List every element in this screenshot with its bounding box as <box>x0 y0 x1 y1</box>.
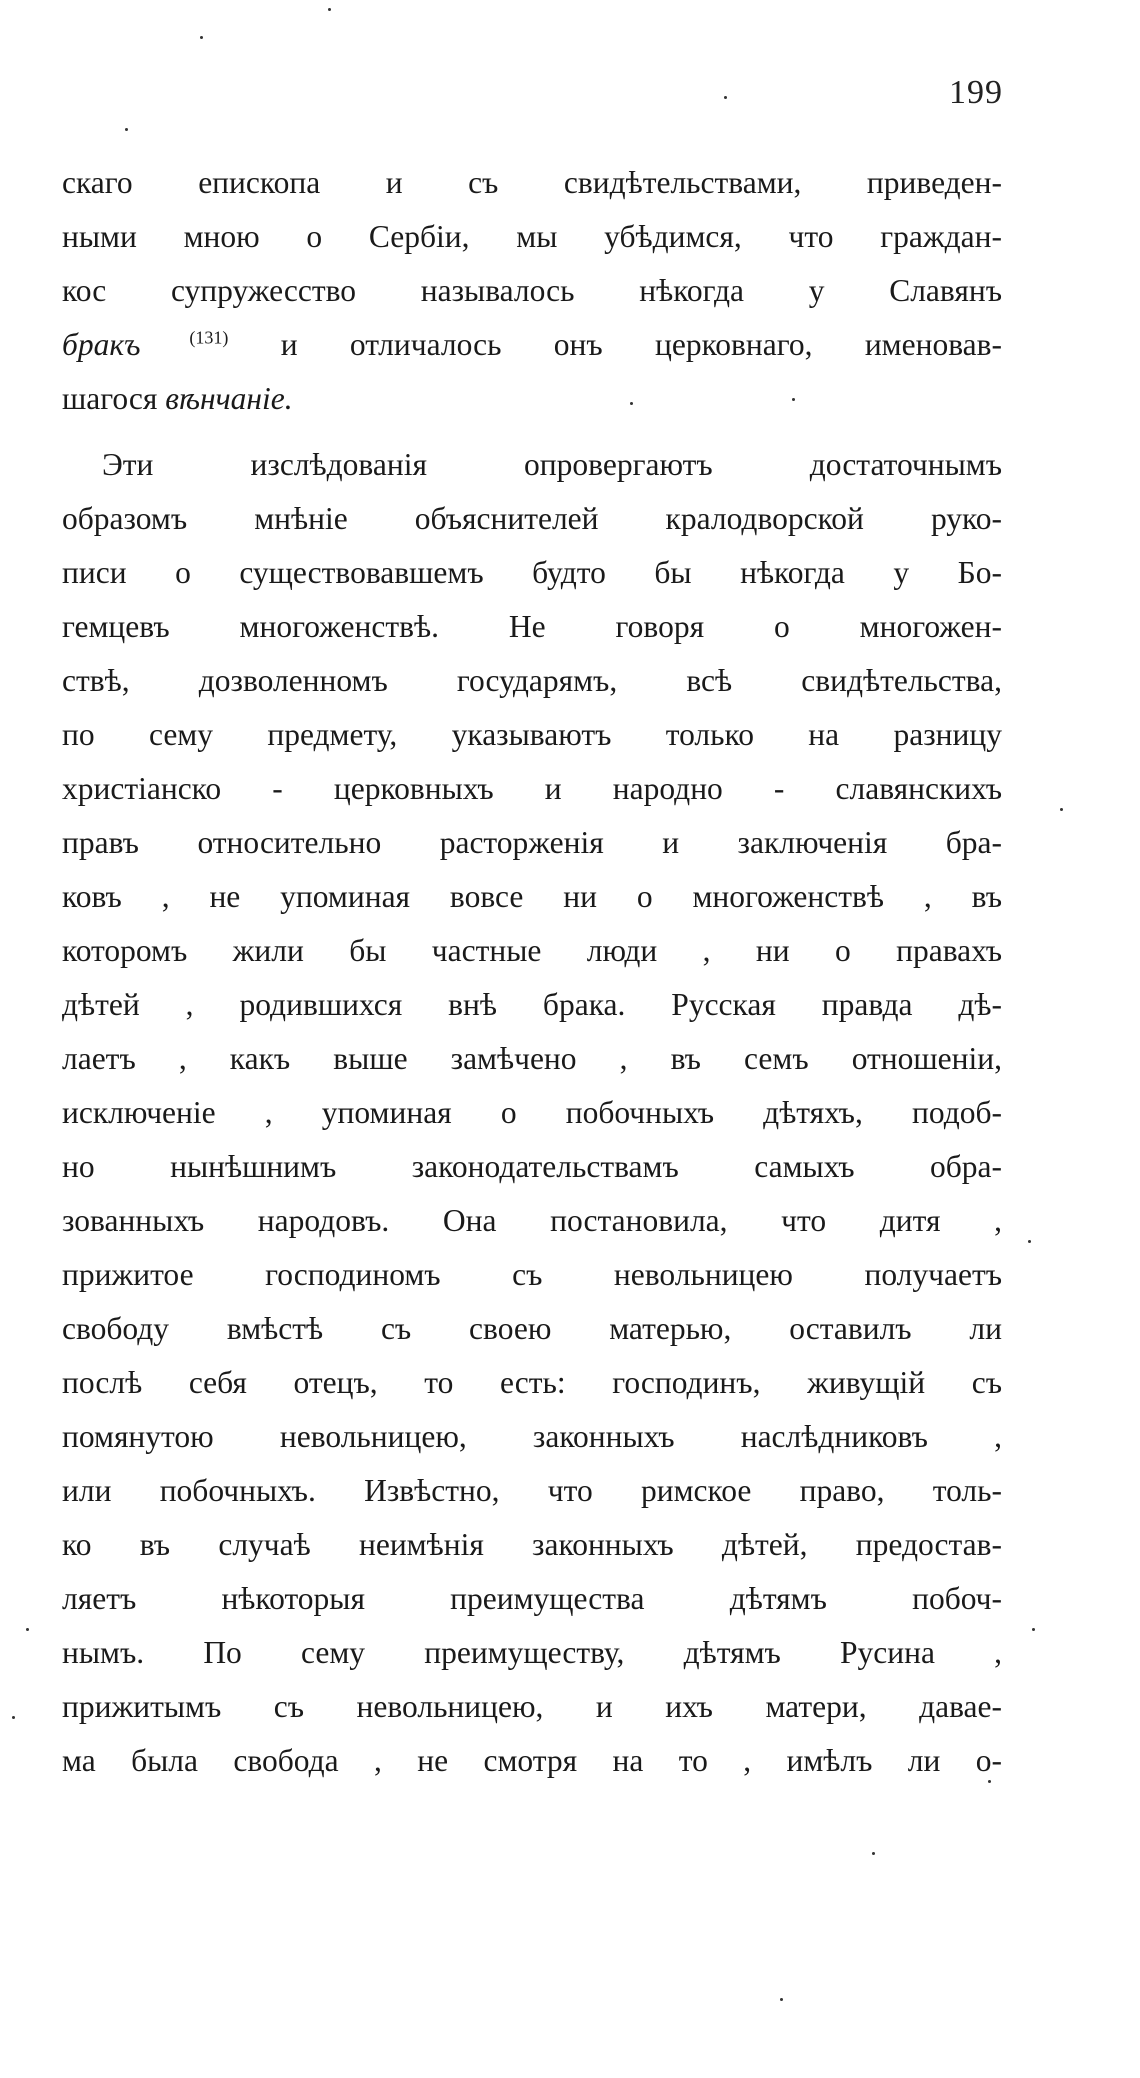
page-number: 199 <box>949 74 1003 111</box>
line-text: ма была свобода , не смотря на то , имѣлъ ли о- <box>62 1743 1002 1778</box>
text-line <box>62 264 1002 318</box>
body-text <box>62 156 1002 1788</box>
text-line <box>62 1140 1002 1194</box>
line-text: скаго епископа и съ свидѣтельствами, приведен- <box>62 165 1002 200</box>
scan-speck <box>630 402 633 405</box>
scan-speck <box>125 128 128 131</box>
line-text: ными мною о Сербіи, мы убѣдимся, что граждан- <box>62 219 1002 254</box>
text-line <box>62 156 1002 210</box>
line-text: христіанско - церковныхъ и народно - славянскихъ <box>62 771 1002 806</box>
line-text: помянутою невольницею, законныхъ наслѣдниковъ , <box>62 1419 1002 1454</box>
text-line <box>62 1248 1002 1302</box>
text-line <box>62 654 1002 708</box>
line-text: гемцевъ многоженствѣ. Не говоря о многожен- <box>62 609 1002 644</box>
line-text: зованныхъ народовъ. Она постановила, что дитя , <box>62 1203 1002 1238</box>
text-line <box>62 1086 1002 1140</box>
text-line <box>62 492 1002 546</box>
text-line <box>62 1626 1002 1680</box>
line-text: образомъ мнѣніе объяснителей кралодворской руко- <box>62 501 1002 536</box>
scan-speck <box>872 1852 875 1855</box>
scan-speck <box>12 1716 15 1719</box>
line-text: но нынѣшнимъ законодательствамъ самыхъ обра- <box>62 1149 1002 1184</box>
line-text: писи о существовавшемъ будто бы нѣкогда у Бо- <box>62 555 1002 590</box>
italic-word: бракъ <box>62 327 141 362</box>
text-line <box>62 1734 1002 1788</box>
text-line <box>62 1032 1002 1086</box>
text-line <box>62 978 1002 1032</box>
footnote-ref: (131) <box>140 327 229 348</box>
line-text: ствѣ, дозволенномъ государямъ, всѣ свидѣтельства, <box>62 663 1002 698</box>
line-text: правъ относительно расторженія и заключенія бра- <box>62 825 1002 860</box>
text-line <box>62 600 1002 654</box>
text-line <box>62 1464 1002 1518</box>
line-text: исключеніе , упоминая о побочныхъ дѣтяхъ, подоб- <box>62 1095 1002 1130</box>
line-text: послѣ себя отецъ, то есть: господинъ, живущій съ <box>62 1365 1002 1400</box>
text-line <box>62 1680 1002 1734</box>
line-text: ляетъ нѣкоторыя преимущества дѣтямъ побоч- <box>62 1581 1002 1616</box>
text-line <box>62 372 1002 426</box>
scan-speck <box>1028 1240 1031 1243</box>
scan-speck <box>780 1998 783 2001</box>
text-line <box>62 1302 1002 1356</box>
line-text: по сему предмету, указываютъ только на разницу <box>62 717 1002 752</box>
line-text: дѣтей , родившихся внѣ брака. Русская правда дѣ- <box>62 987 1002 1022</box>
line-text: ко въ случаѣ неимѣнія законныхъ дѣтей, предостав- <box>62 1527 1002 1562</box>
line-text: нымъ. По сему преимуществу, дѣтямъ Русина , <box>62 1635 1002 1670</box>
line-text: лаетъ , какъ выше замѣчено , въ семъ отношеніи, <box>62 1041 1002 1076</box>
text-line <box>62 546 1002 600</box>
line-text: которомъ жили бы частные люди , ни о правахъ <box>62 933 1002 968</box>
text-line <box>62 924 1002 978</box>
line-text: прижитое господиномъ съ невольницею получаетъ <box>62 1257 1002 1292</box>
line-text: свободу вмѣстѣ съ своею матерью, оставилъ ли <box>62 1311 1002 1346</box>
line-text: прижитымъ съ невольницею, и ихъ матери, давае- <box>62 1689 1002 1724</box>
scan-speck <box>1032 1628 1035 1631</box>
scan-speck <box>792 398 795 401</box>
text-line <box>62 438 1002 492</box>
line-text: Эти изслѣдованія опровергаютъ достаточнымъ <box>102 447 1002 482</box>
text-line <box>62 1572 1002 1626</box>
scan-speck <box>26 1628 29 1631</box>
text-line <box>62 762 1002 816</box>
line-text: или побочныхъ. Извѣстно, что римское право, толь- <box>62 1473 1002 1508</box>
text-line <box>62 708 1002 762</box>
line-text: и отличалось онъ церковнаго, именовав- <box>228 327 1002 362</box>
text-line <box>62 210 1002 264</box>
italic-word: вѣнчаніе. <box>165 381 293 416</box>
line-text: ковъ , не упоминая вовсе ни о многоженствѣ , въ <box>62 879 1002 914</box>
text-line <box>62 1356 1002 1410</box>
text-line <box>62 1194 1002 1248</box>
text-line <box>62 1518 1002 1572</box>
text-line <box>62 1410 1002 1464</box>
line-text: кос супружесство называлось нѣкогда у Славянъ <box>62 273 1002 308</box>
text-line <box>62 816 1002 870</box>
scan-speck <box>724 96 727 99</box>
scan-speck <box>200 36 203 39</box>
line-text: шагося <box>62 381 166 416</box>
scan-speck <box>328 8 331 11</box>
scan-speck <box>1060 808 1063 811</box>
text-line <box>62 870 1002 924</box>
text-line <box>62 318 1002 372</box>
scan-speck <box>988 1780 991 1783</box>
